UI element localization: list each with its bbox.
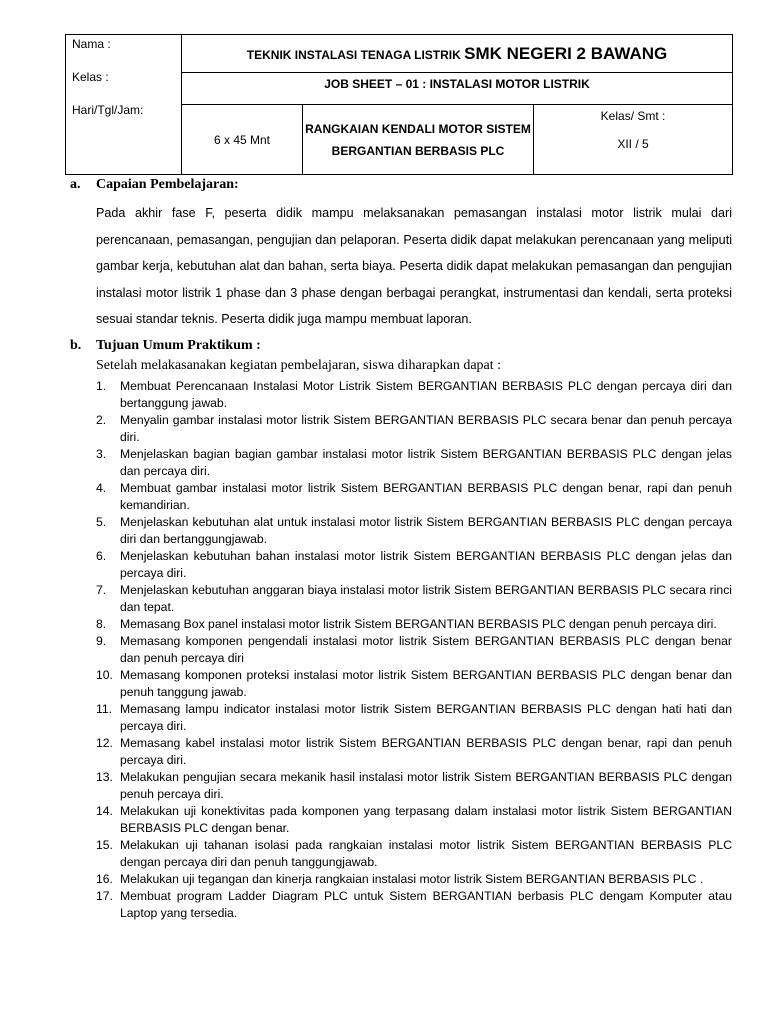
- list-item: 7. Menjelaskan kebutuhan anggaran biaya instalasi motor listrik Sistem BERGANTIAN BERBASIS PLC secara rinci dan tepat.: [96, 582, 732, 614]
- nama-label: Nama :: [72, 37, 111, 51]
- list-item: 14. Melakukan uji konektivitas pada komponen yang terpasang dalam instalasi motor listrik Sistem BERGANTIAN BERBASIS PLC dengan benar.: [96, 803, 732, 835]
- circuit-title: [303, 105, 534, 175]
- section-b-letter: b.: [70, 337, 82, 353]
- list-item: 11. Memasang lampu indicator instalasi motor listrik Sistem BERGANTIAN BERBASIS PLC dengan hati hati dan percaya diri.: [96, 701, 732, 733]
- circuit-title-line2: BERGANTIAN BERBASIS PLC: [331, 143, 505, 158]
- list-item: 17. Membuat program Ladder Diagram PLC untuk Sistem BERGANTIAN berbasis PLC dengam Komputer atau Laptop yang tersedia.: [96, 888, 732, 920]
- list-item: 4. Membuat gambar instalasi motor listrik Sistem BERGANTIAN BERBASIS PLC dengan benar, rapi dan penuh kemandirian.: [96, 480, 732, 512]
- list-item: 3. Menjelaskan bagian bagian gambar instalasi motor listrik Sistem BERGANTIAN BERBASIS PLC dengan jelas dan percaya diri.: [96, 446, 732, 478]
- header-title: [182, 35, 733, 73]
- section-a-heading: [70, 176, 732, 196]
- list-item: 8. Memasang Box panel instalasi motor listrik Sistem BERGANTIAN BERBASIS PLC dengan penuh percaya diri.: [96, 616, 717, 631]
- list-item: 6. Menjelaskan kebutuhan bahan instalasi motor listrik Sistem BERGANTIAN BERBASIS PLC dengan jelas dan percaya diri.: [96, 548, 732, 580]
- section-a-title: Capaian Pembelajaran:: [96, 177, 239, 192]
- circuit-title-line1: RANGKAIAN KENDALI MOTOR SISTEM: [305, 121, 531, 136]
- kelas-smt-value: XII / 5: [617, 137, 649, 151]
- student-identity-cell: [66, 35, 182, 175]
- job-sheet-title: JOB SHEET – 01 : INSTALASI MOTOR LISTRIK: [182, 73, 733, 105]
- section-a-letter: a.: [70, 177, 81, 192]
- list-item: 10. Memasang komponen proteksi instalasi motor listrik Sistem BERGANTIAN BERBASIS PLC dengan benar dan penuh tanggung jawab.: [96, 667, 732, 699]
- section-b-intro: Setelah melakasanakan kegiatan pembelajaran, siswa diharapkan dapat :: [96, 357, 502, 373]
- school-name: SMK NEGERI 2 BAWANG: [464, 43, 668, 63]
- section-b-title: Tujuan Umum Praktikum :: [96, 337, 261, 353]
- list-item: 13. Melakukan pengujian secara mekanik hasil instalasi motor listrik Sistem BERGANTIAN BERBASIS PLC dengan penuh percaya diri.: [96, 769, 732, 801]
- header-table: [65, 34, 733, 175]
- list-item: 5. Menjelaskan kebutuhan alat untuk instalasi motor listrik Sistem BERGANTIAN BERBASIS PLC dengan percaya diri dan bertanggungjawab.: [96, 514, 732, 546]
- document-body: [70, 176, 732, 922]
- list-item: 15. Melakukan uji tahanan isolasi pada rangkaian instalasi motor listrik Sistem BERGANTIAN BERBASIS PLC dengan percaya diri dan penuh tanggungjawab.: [96, 837, 732, 869]
- section-b-heading: [70, 337, 732, 357]
- program-title: TEKNIK INSTALASI TENAGA LISTRIK: [246, 47, 465, 62]
- kelas-smt-label: Kelas/ Smt :: [600, 109, 666, 123]
- duration: 6 x 45 Mnt: [182, 105, 303, 175]
- section-a-paragraph: Pada akhir fase F, peserta didik mampu melaksanakan pemasangan instalasi motor listrik mulai dari perencanaan, pemasangan, pengujian dan pelaporan. Peserta didik dapat melakukan perencanaan yang meliputi gambar kerja, kebutuhan alat dan bahan, serta biaya. Peserta didik dapat melakukan pemasangan dan pengujian instalasi motor listrik 1 phase dan 3 phase dengan berbagai perangkat, instrumentasi dan kendali, serta proteksi sesuai standar teknis. Peserta didik juga mampu membuat laporan.: [96, 206, 732, 327]
- kelas-smt-cell: [534, 105, 733, 175]
- list-item: 12. Memasang kabel instalasi motor listrik Sistem BERGANTIAN BERBASIS PLC dengan benar, rapi dan penuh percaya diri.: [96, 735, 732, 767]
- kelas-label: Kelas :: [72, 70, 109, 84]
- list-item: 2. Menyalin gambar instalasi motor listrik Sistem BERGANTIAN BERBASIS PLC secara benar dan penuh percaya diri.: [96, 412, 732, 444]
- list-item: 1. Membuat Perencanaan Instalasi Motor Listrik Sistem BERGANTIAN BERBASIS PLC dengan percaya diri dan bertanggung jawab.: [96, 378, 732, 410]
- goals-list: [70, 378, 732, 922]
- list-item: 9. Memasang komponen pengendali instalasi motor listrik Sistem BERGANTIAN BERBASIS PLC dengan benar dan penuh percaya diri: [96, 633, 732, 665]
- hari-label: Hari/Tgl/Jam:: [72, 103, 144, 117]
- list-item: 16. Melakukan uji tegangan dan kinerja rangkaian instalasi motor listrik Sistem BERGANTIAN BERBASIS PLC .: [96, 871, 704, 886]
